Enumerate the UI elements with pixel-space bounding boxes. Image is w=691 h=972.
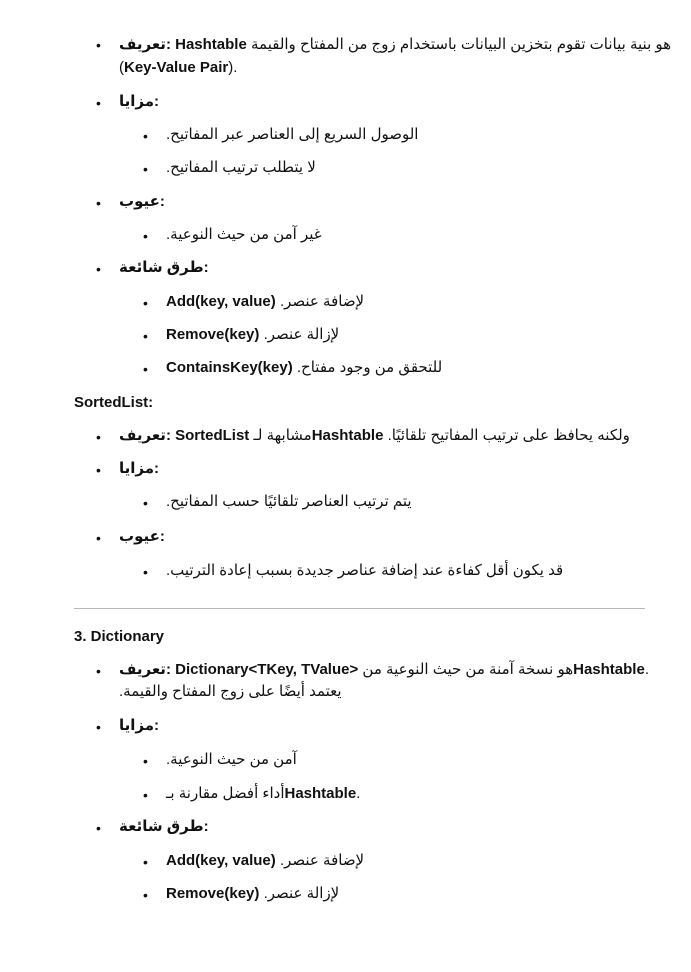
definition-code-2: Hashtable bbox=[573, 661, 645, 678]
disadvantage-item: .غير آمن من حيث النوعية bbox=[166, 226, 322, 243]
bullet-icon: • bbox=[96, 663, 101, 679]
hashtable-definition bbox=[119, 35, 671, 55]
definition-code: SortedList bbox=[175, 427, 250, 444]
method-desc: .لإضافة عنصر bbox=[279, 852, 365, 869]
method-item bbox=[166, 884, 339, 904]
disadvantage-item: .قد يكون أقل كفاءة عند إضافة عناصر جديدة بسبب إعادة الترتيب bbox=[166, 562, 564, 579]
method-desc: .لإزالة عنصر bbox=[263, 326, 340, 343]
advantage-code: Hashtable bbox=[284, 785, 357, 802]
bullet-icon: • bbox=[96, 462, 101, 478]
sortedlist-definition: تعريف: SortedList مشابهة لـHashtable .ولكنه يحافظ على ترتيب المفاتيح تلقائيًا bbox=[119, 427, 630, 444]
bullet-icon: • bbox=[143, 787, 148, 803]
disadvantages-label: عيوب: bbox=[119, 193, 165, 210]
bullet-icon: • bbox=[143, 161, 148, 177]
method-desc: .لإزالة عنصر bbox=[263, 885, 340, 902]
bullet-icon: • bbox=[143, 361, 148, 377]
bullet-icon: • bbox=[96, 195, 101, 211]
bullet-icon: • bbox=[143, 228, 148, 244]
methods-label: طرق شائعة: bbox=[119, 259, 209, 276]
bullet-icon: • bbox=[143, 328, 148, 344]
method-code: ContainsKey(key) bbox=[166, 359, 293, 376]
hashtable-definition-line2: (Key-Value Pair). bbox=[119, 59, 238, 76]
method-code: Add(key, value) bbox=[166, 852, 276, 869]
bullet-icon: • bbox=[143, 753, 148, 769]
key-value-pair: Key-Value Pair bbox=[124, 59, 229, 76]
definition-label: تعريف: bbox=[119, 36, 171, 53]
method-item bbox=[166, 292, 364, 312]
dictionary-heading: 3. Dictionary bbox=[74, 628, 165, 645]
bullet-icon: • bbox=[96, 429, 101, 445]
method-item bbox=[166, 851, 364, 871]
definition-text: هو بنية بيانات تقوم بتخزين البيانات باستخدام زوج من المفتاح والقيمة bbox=[250, 36, 672, 53]
bullet-icon: • bbox=[96, 820, 101, 836]
disadvantages-label: عيوب: bbox=[119, 528, 165, 545]
advantage-item: .آمن من حيث النوعية bbox=[166, 751, 297, 768]
sortedlist-heading: SortedList: bbox=[74, 394, 154, 411]
dictionary-definition-line2: .يعتمد أيضًا على زوج المفتاح والقيمة bbox=[119, 683, 342, 700]
advantage-item: .يتم ترتيب العناصر تلقائيًا حسب المفاتيح bbox=[166, 493, 412, 510]
advantages-label: مزايا: bbox=[119, 93, 160, 110]
bullet-icon: • bbox=[96, 261, 101, 277]
bullet-icon: • bbox=[96, 530, 101, 546]
definition-code: Dictionary<TKey, TValue> bbox=[175, 661, 359, 678]
method-code: Add(key, value) bbox=[166, 293, 276, 310]
definition-code-2: Hashtable bbox=[311, 427, 384, 444]
bullet-icon: • bbox=[143, 564, 148, 580]
definition-code: Hashtable bbox=[175, 36, 247, 53]
method-desc: .لإضافة عنصر bbox=[279, 293, 365, 310]
bullet-icon: • bbox=[143, 495, 148, 511]
section-divider bbox=[74, 608, 645, 609]
advantage-item: أداء أفضل مقارنة بـHashtable. bbox=[166, 785, 361, 802]
method-item bbox=[166, 325, 339, 345]
dictionary-definition: تعريف: Dictionary<TKey, TValue> هو نسخة آمنة من حيث النوعية منHashtable. bbox=[119, 661, 649, 678]
advantages-label: مزايا: bbox=[119, 717, 160, 734]
bullet-icon: • bbox=[143, 295, 148, 311]
method-desc: .للتحقق من وجود مفتاح bbox=[296, 359, 443, 376]
bullet-icon: • bbox=[96, 95, 101, 111]
method-item bbox=[166, 358, 442, 378]
advantage-item: .الوصول السريع إلى العناصر عبر المفاتيح bbox=[166, 126, 419, 143]
definition-label: تعريف: bbox=[119, 427, 171, 444]
methods-label: طرق شائعة: bbox=[119, 818, 209, 835]
bullet-icon: • bbox=[143, 854, 148, 870]
bullet-icon: • bbox=[143, 887, 148, 903]
bullet-icon: • bbox=[143, 128, 148, 144]
definition-label: تعريف: bbox=[119, 661, 171, 678]
advantages-label: مزايا: bbox=[119, 460, 160, 477]
bullet-icon: • bbox=[96, 37, 101, 53]
method-code: Remove(key) bbox=[166, 885, 260, 902]
advantage-item: .لا يتطلب ترتيب المفاتيح bbox=[166, 159, 316, 176]
bullet-icon: • bbox=[96, 719, 101, 735]
method-code: Remove(key) bbox=[166, 326, 260, 343]
